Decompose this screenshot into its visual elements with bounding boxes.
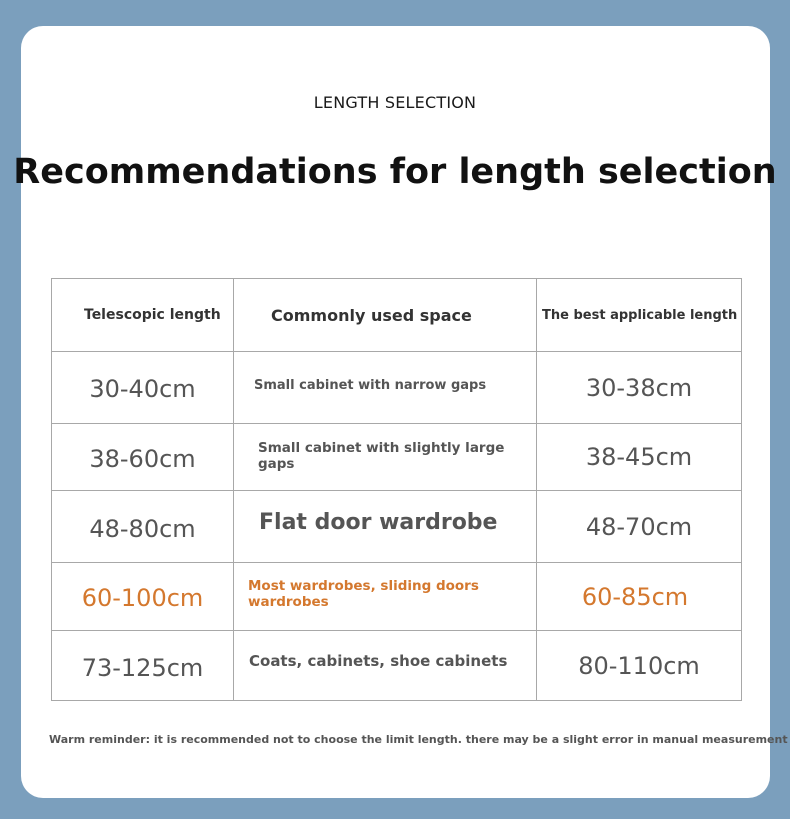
- table-row: [52, 424, 742, 491]
- warm-reminder-note: Warm reminder: it is recommended not to choose the limit length. there may be a slight error in manual measurement: [49, 733, 788, 746]
- section-kicker: LENGTH SELECTION: [313, 93, 477, 112]
- column-header-telescopic: Telescopic length: [52, 279, 234, 352]
- telescopic-cell: 73-125cm: [52, 631, 234, 701]
- table-row: [52, 352, 742, 424]
- telescopic-cell: 60-100cm: [52, 563, 234, 631]
- length-table: [51, 278, 742, 701]
- space-cell: Coats, cabinets, shoe cabinets: [234, 631, 537, 701]
- space-cell: Small cabinet with slightly large gaps: [234, 424, 537, 491]
- best-length-cell: 38-45cm: [537, 424, 742, 491]
- best-length-cell: 80-110cm: [537, 631, 742, 701]
- table-row-highlighted: [52, 563, 742, 631]
- space-cell: Flat door wardrobe: [234, 491, 537, 563]
- table-row: [52, 491, 742, 563]
- space-cell: Small cabinet with narrow gaps: [234, 352, 537, 424]
- page-title: Recommendations for length selection: [13, 152, 777, 192]
- column-header-best: The best applicable length: [537, 279, 742, 352]
- telescopic-cell: 38-60cm: [52, 424, 234, 491]
- column-header-space: Commonly used space: [234, 279, 537, 352]
- best-length-cell: 48-70cm: [537, 491, 742, 563]
- telescopic-cell: 30-40cm: [52, 352, 234, 424]
- best-length-cell: 60-85cm: [537, 563, 742, 631]
- telescopic-cell: 48-80cm: [52, 491, 234, 563]
- space-cell: Most wardrobes, sliding doors wardrobes: [234, 563, 537, 631]
- table-row: [52, 631, 742, 701]
- best-length-cell: 30-38cm: [537, 352, 742, 424]
- table-header-row: [52, 279, 742, 352]
